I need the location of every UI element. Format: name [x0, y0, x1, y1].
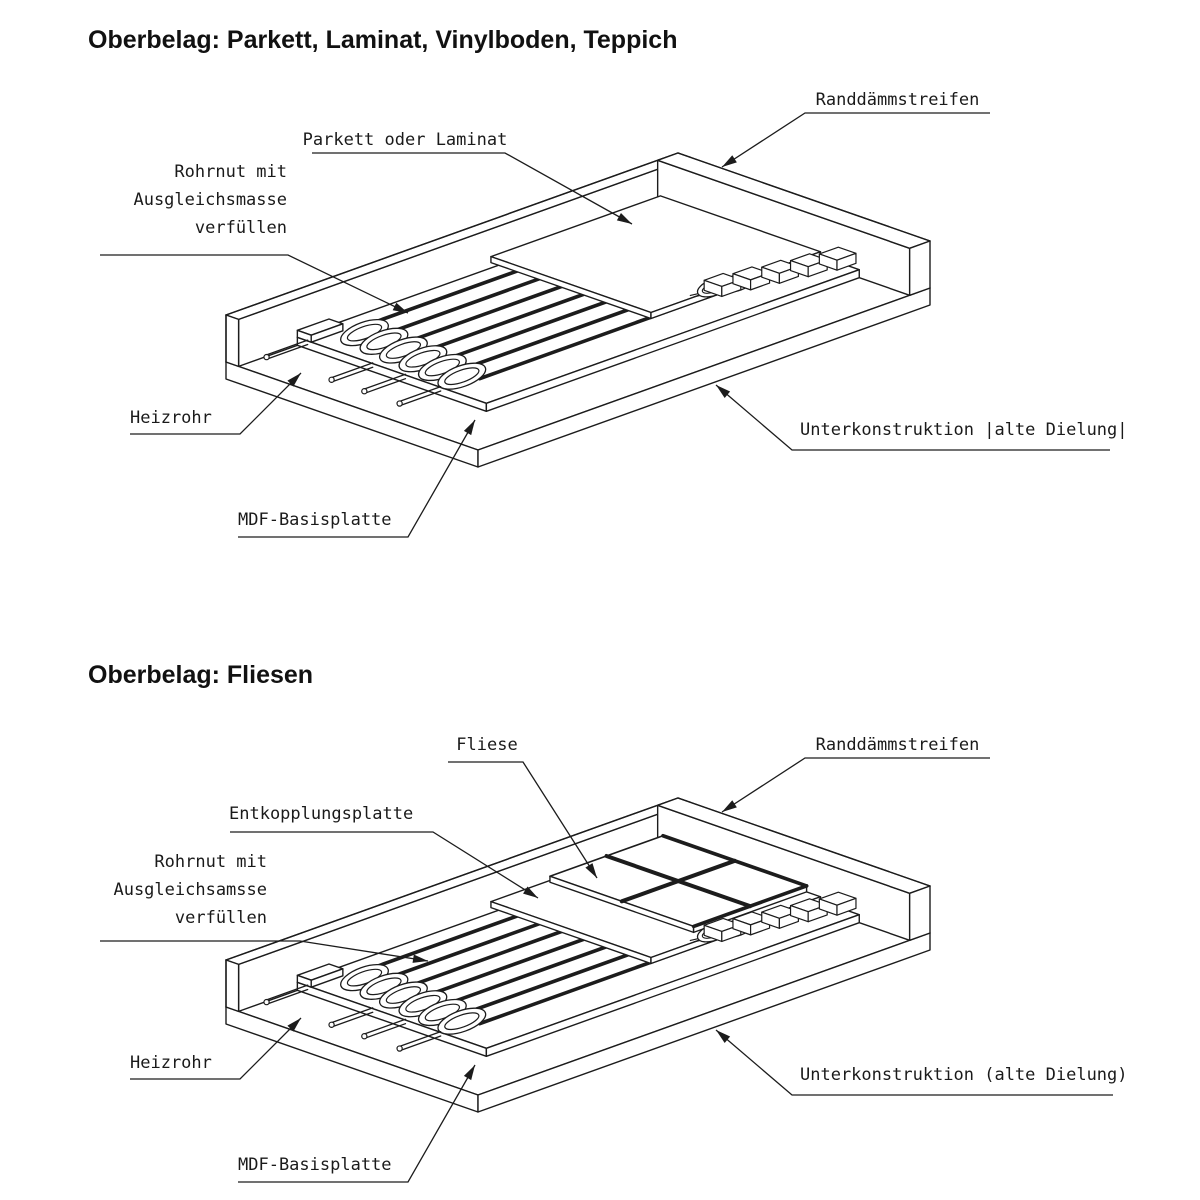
label-parkett-oder-laminat: Parkett oder Laminat [302, 130, 508, 150]
label-rohrnut-1-line1: Rohrnut mit [174, 162, 287, 182]
label-heizrohr-2: Heizrohr [130, 1053, 212, 1073]
figure-1-title: Oberbelag: Parkett, Laminat, Vinylboden, Teppich [88, 26, 678, 54]
label-rohrnut-2-line2: Ausgleichsamsse [113, 880, 267, 900]
label-entkopplungsplatte: Entkopplungsplatte [229, 804, 414, 824]
label-heizrohr-1: Heizrohr [130, 408, 212, 428]
label-fliese: Fliese [456, 735, 518, 755]
label-rohrnut-2-line1: Rohrnut mit [154, 852, 267, 872]
label-rohrnut-1-line2: Ausgleichsmasse [133, 190, 287, 210]
label-rohrnut-2 [67, 848, 267, 932]
label-unterkonstruktion-2: Unterkonstruktion (alte Dielung) [800, 1065, 1128, 1085]
label-mdf-basisplatte-2: MDF-Basisplatte [238, 1155, 392, 1175]
leader-randdaemmstreifen-2-arrowhead [722, 800, 737, 812]
label-randdaemmstreifen-2: Randdämmstreifen [815, 735, 980, 755]
label-randdaemmstreifen-1: Randdämmstreifen [815, 90, 980, 110]
leader-randdaemmstreifen-2 [722, 758, 990, 812]
label-rohrnut-2-line3: verfüllen [174, 908, 267, 928]
leader-randdaemmstreifen-1 [722, 113, 990, 167]
label-rohrnut-1-line3: verfüllen [194, 218, 287, 238]
leader-randdaemmstreifen-1-arrowhead [722, 155, 737, 167]
label-mdf-basisplatte-1: MDF-Basisplatte [238, 510, 392, 530]
label-unterkonstruktion-1: Unterkonstruktion |alte Dielung| [800, 420, 1128, 440]
figure-2-title: Oberbelag: Fliesen [88, 661, 314, 689]
label-rohrnut-1 [87, 158, 287, 242]
